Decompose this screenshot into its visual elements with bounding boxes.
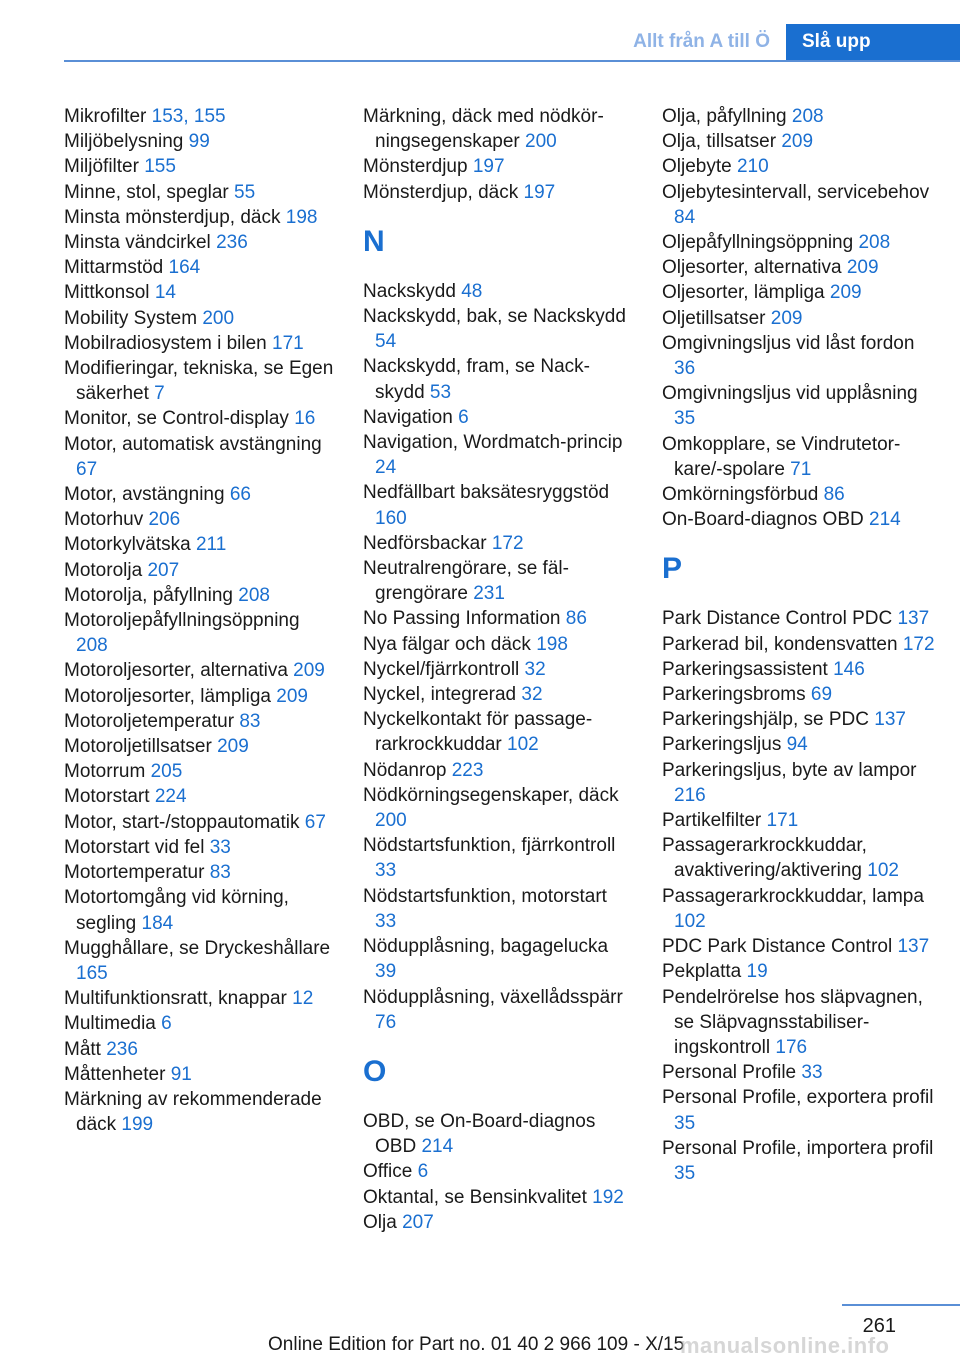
- index-entry: [363, 657, 628, 682]
- index-entry: [363, 833, 628, 883]
- index-column-1: [64, 104, 334, 1137]
- page-link[interactable]: 19: [746, 961, 768, 983]
- entry-term: Modifieringar, tekniska, se Egen säkerhet: [64, 358, 334, 405]
- page-link[interactable]: 216: [674, 784, 706, 806]
- entry-term: Mittkonsol: [64, 282, 150, 304]
- page-link[interactable]: 209: [217, 736, 249, 758]
- index-entry: [64, 432, 334, 482]
- page-link[interactable]: 210: [736, 156, 769, 178]
- entry-term: Omkopplare, se Vindrutetorkare/-spolare: [662, 433, 901, 480]
- index-entry: [363, 531, 628, 556]
- entry-term: Partikelfilter: [662, 810, 762, 832]
- page-link[interactable]: 153, 155: [151, 106, 226, 127]
- page-link[interactable]: 67: [304, 811, 326, 833]
- index-entry: [662, 959, 937, 984]
- entry-term: Nedförsbackar: [363, 532, 487, 554]
- entry-term: Navigation: [363, 406, 453, 428]
- page-link[interactable]: 224: [154, 786, 187, 808]
- index-entry: [64, 885, 334, 935]
- page-link[interactable]: 66: [229, 484, 251, 506]
- index-entry: [363, 430, 628, 480]
- entry-term: Nyckelkontakt för passagerarkrockkuddar: [363, 709, 593, 756]
- page-link[interactable]: 35: [674, 1112, 696, 1134]
- entry-term: Nyckel, integrerad: [363, 684, 517, 706]
- page-link[interactable]: 32: [521, 684, 543, 706]
- entry-term: Motortemperatur: [64, 862, 205, 884]
- index-entry: [64, 1037, 334, 1062]
- page-link[interactable]: 231: [473, 583, 505, 605]
- entry-term: Pekplatta: [662, 961, 742, 983]
- entry-term: Park Distance Control PDC: [662, 608, 893, 630]
- page-link[interactable]: 209: [293, 660, 325, 682]
- index-entry: [363, 1159, 628, 1184]
- index-entry: [64, 583, 334, 608]
- page-link[interactable]: 172: [902, 633, 935, 655]
- edition-text: Online Edition for Part no. 01 40 2 966 109 - X/15: [268, 1334, 685, 1355]
- index-entry: [64, 860, 334, 885]
- page-link[interactable]: 39: [375, 961, 397, 983]
- entry-term: Nackskydd, bak, se Nackskydd: [363, 306, 626, 328]
- page-link[interactable]: 33: [375, 910, 397, 932]
- header-nav: [617, 24, 960, 60]
- index-entry: [64, 684, 334, 709]
- page-link[interactable]: 53: [429, 381, 452, 403]
- index-entry: [64, 532, 334, 557]
- page-link[interactable]: 35: [674, 408, 696, 430]
- page-link[interactable]: 208: [238, 584, 270, 606]
- page-link[interactable]: 12: [292, 988, 314, 1010]
- index-entry: [662, 985, 937, 1061]
- entry-term: Mugghållare, se Dryckeshållare: [64, 937, 331, 959]
- index-entry: [363, 934, 628, 984]
- index-entry: [64, 406, 334, 431]
- page-link[interactable]: 94: [786, 734, 808, 756]
- index-entry: [662, 682, 937, 707]
- index-entry: [662, 432, 937, 482]
- index-entry: [662, 230, 937, 255]
- section-letter: O: [363, 1054, 387, 1088]
- page-link[interactable]: 155: [144, 156, 176, 178]
- entry-term: Nödupplåsning, bagagelucka: [363, 936, 609, 958]
- index-entry: [64, 810, 334, 835]
- page-link[interactable]: 209: [781, 131, 814, 153]
- index-entry: [363, 1109, 628, 1159]
- entry-term: Multimedia: [64, 1013, 156, 1035]
- page-link[interactable]: 102: [867, 860, 899, 882]
- index-entry: [662, 1085, 937, 1135]
- index-entry: [64, 709, 334, 734]
- index-entry: [64, 734, 334, 759]
- index-entry: [64, 205, 334, 230]
- index-entry: [662, 180, 937, 230]
- index-entry: [64, 331, 334, 356]
- entry-term: Olja, påfyllning: [662, 106, 787, 127]
- index-columns: [64, 104, 944, 1264]
- index-entry: [662, 129, 937, 154]
- index-entry: [363, 480, 628, 530]
- index-entry: [64, 784, 334, 809]
- index-entry: [662, 1060, 937, 1085]
- index-entry: [662, 482, 937, 507]
- entry-term: Office: [363, 1161, 413, 1183]
- entry-term: Minsta vändcirkel: [64, 232, 211, 254]
- entry-term: Motorstart: [64, 786, 150, 808]
- index-entry: [662, 707, 937, 732]
- index-entry: [363, 884, 628, 934]
- index-entry: [662, 657, 937, 682]
- index-entry: [662, 934, 937, 959]
- lookup-tab[interactable]: Slå upp: [786, 24, 960, 60]
- page-link[interactable]: 176: [775, 1036, 808, 1058]
- page-link[interactable]: 137: [897, 608, 930, 630]
- entry-term: No Passing Information: [363, 608, 561, 630]
- index-entry: [363, 1185, 628, 1210]
- entry-term: Motorstart vid fel: [64, 836, 205, 858]
- page-link[interactable]: 208: [76, 635, 108, 657]
- page-link[interactable]: 197: [523, 181, 556, 203]
- page-link[interactable]: 165: [76, 962, 108, 984]
- entry-term: Passagerarkrockkuddar, avaktivering/aktivering: [662, 835, 867, 882]
- page-link[interactable]: 24: [375, 457, 397, 479]
- index-entry: [64, 356, 334, 406]
- entry-term: Minsta mönsterdjup, däck: [64, 206, 281, 228]
- entry-term: Passagerarkrockkuddar, lampa: [662, 885, 924, 907]
- index-entry: [662, 808, 937, 833]
- page-link[interactable]: 6: [458, 406, 469, 428]
- page-link[interactable]: 7: [154, 383, 165, 405]
- index-entry: [363, 154, 628, 179]
- index-entry: [363, 632, 628, 657]
- entry-term: Olja, tillsatser: [662, 131, 777, 153]
- entry-term: Parkeringsassistent: [662, 658, 828, 680]
- index-entry: [64, 1087, 334, 1137]
- page-link[interactable]: 172: [491, 532, 524, 554]
- index-entry: [662, 280, 937, 305]
- entry-term: Mönsterdjup, däck: [363, 181, 519, 203]
- entry-term: Nödupplåsning, växellådsspärr: [363, 986, 623, 1008]
- entry-term: Mönsterdjup: [363, 156, 468, 178]
- index-entry: [363, 1210, 628, 1235]
- index-entry: [662, 884, 937, 934]
- index-entry: [363, 682, 628, 707]
- entry-term: Personal Profile: [662, 1062, 797, 1084]
- page-number: 261: [862, 1315, 896, 1337]
- page-link[interactable]: 137: [874, 709, 906, 731]
- entry-term: Motoroljesorter, alternativa: [64, 660, 288, 682]
- index-entry: [64, 608, 334, 658]
- section-letter: N: [363, 224, 385, 258]
- page-link[interactable]: 164: [168, 257, 201, 279]
- page-link[interactable]: 209: [846, 257, 879, 279]
- page-link[interactable]: 214: [869, 509, 901, 531]
- entry-term: Minne, stol, speglar: [64, 181, 229, 203]
- index-entry: [64, 104, 334, 129]
- page-link[interactable]: 83: [239, 710, 261, 732]
- index-entry: [64, 482, 334, 507]
- page-link[interactable]: 214: [421, 1136, 454, 1158]
- page-link[interactable]: 76: [375, 1011, 397, 1033]
- index-column-2: [363, 104, 628, 1235]
- index-entry: [662, 833, 937, 883]
- page-link[interactable]: 199: [121, 1114, 154, 1136]
- page-link[interactable]: 209: [276, 685, 308, 707]
- page-link[interactable]: 33: [801, 1062, 823, 1084]
- entry-term: Nödkörningsegenskaper, däck: [363, 784, 619, 806]
- page-link[interactable]: 32: [524, 658, 546, 680]
- index-entry: [64, 658, 334, 683]
- page-link[interactable]: 207: [402, 1211, 434, 1233]
- index-entry: [662, 255, 937, 280]
- entry-term: Motoroljepåfyllningsöppning: [64, 610, 300, 632]
- index-entry: [64, 306, 334, 331]
- page-link[interactable]: 6: [417, 1161, 429, 1183]
- page-link[interactable]: 184: [141, 912, 174, 934]
- entry-term: Miljöbelysning: [64, 131, 184, 153]
- entry-term: Multifunktionsratt, knappar: [64, 988, 287, 1010]
- index-entry: [64, 1011, 334, 1036]
- page-link[interactable]: 137: [897, 936, 930, 958]
- page-link[interactable]: 207: [147, 559, 180, 581]
- entry-term: Motor, avstängning: [64, 484, 225, 506]
- entry-term: Motorolja: [64, 559, 143, 581]
- page-link[interactable]: 48: [461, 280, 483, 302]
- index-entry: [363, 405, 628, 430]
- entry-term: Pendelrörelse hos släpvagnen, se Släpvagnsstabiliseringskontroll: [662, 986, 923, 1058]
- page-link[interactable]: 171: [272, 332, 304, 354]
- page-link[interactable]: 102: [674, 910, 706, 932]
- index-entry: [662, 758, 937, 808]
- entry-term: On-Board-diagnos OBD: [662, 509, 864, 531]
- entry-term: Motoroljesorter, lämpliga: [64, 685, 271, 707]
- entry-term: Motorkylvätska: [64, 534, 191, 556]
- entry-term: Parkeringsbroms: [662, 684, 806, 706]
- index-entry: [64, 986, 334, 1011]
- entry-term: Nödanrop: [363, 759, 447, 781]
- entry-term: Nya fälgar och däck: [363, 633, 531, 655]
- entry-term: Oljepåfyllningsöppning: [662, 232, 854, 254]
- entry-term: Nödstartsfunktion, motorstart: [363, 885, 607, 907]
- page-link[interactable]: 36: [674, 358, 696, 380]
- entry-term: Omkörningsförbud: [662, 484, 819, 506]
- entry-term: Parkerad bil, kondensvatten: [662, 633, 898, 655]
- page-link[interactable]: 208: [791, 106, 824, 127]
- index-entry: [64, 936, 334, 986]
- entry-term: Oljesorter, lämpliga: [662, 282, 825, 304]
- page-link[interactable]: 209: [770, 307, 803, 329]
- index-entry: [64, 835, 334, 860]
- index-entry: [363, 304, 628, 354]
- entry-term: Oktantal, se Bensinkvalitet: [363, 1186, 587, 1208]
- entry-term: Nackskydd, fram, se Nackskydd: [363, 356, 590, 403]
- index-entry: [662, 154, 937, 179]
- index-entry: [64, 507, 334, 532]
- entry-term: Mobility System: [64, 307, 198, 329]
- index-entry: [64, 558, 334, 583]
- page-link[interactable]: 71: [790, 458, 812, 480]
- page-link[interactable]: 223: [451, 759, 484, 781]
- entry-term: Märkning av rekommenderade däck: [64, 1088, 322, 1136]
- index-entry: [64, 129, 334, 154]
- index-entry: [662, 381, 937, 431]
- index-entry: [363, 104, 628, 154]
- page-link[interactable]: 171: [766, 810, 799, 832]
- entry-term: Mått: [64, 1038, 101, 1060]
- entry-term: Motorrum: [64, 761, 146, 783]
- index-entry: [64, 180, 334, 205]
- page-link[interactable]: 200: [202, 307, 235, 329]
- entry-term: Navigation, Wordmatch-princip: [363, 432, 623, 454]
- page-link[interactable]: 160: [375, 507, 407, 529]
- index-entry: [64, 230, 334, 255]
- page-link[interactable]: 86: [565, 608, 587, 630]
- entry-term: Monitor, se Control-display: [64, 408, 289, 430]
- page-link[interactable]: 200: [525, 131, 557, 153]
- index-entry: [64, 154, 334, 179]
- page-link[interactable]: 146: [833, 658, 865, 680]
- entry-term: Nackskydd: [363, 280, 456, 302]
- entry-term: Omgivningsljus vid låst fordon: [662, 332, 915, 354]
- entry-term: Märkning, däck med nödkörningsegenskaper: [363, 106, 604, 153]
- watermark: manualsonline.info: [680, 1333, 890, 1358]
- page-link[interactable]: 236: [216, 232, 248, 254]
- page-link[interactable]: 55: [234, 181, 256, 203]
- entry-term: Olja: [363, 1211, 397, 1233]
- entry-term: Motoroljetillsatser: [64, 736, 212, 758]
- entry-term: Miljöfilter: [64, 156, 139, 178]
- index-entry: [64, 1062, 334, 1087]
- index-entry: [363, 279, 628, 304]
- entry-term: Motortomgång vid körning, segling: [64, 887, 289, 934]
- page-link[interactable]: 102: [507, 734, 539, 756]
- page-link[interactable]: 16: [294, 408, 316, 430]
- entry-term: PDC Park Distance Control: [662, 936, 893, 958]
- entry-term: Oljebyte: [662, 156, 732, 178]
- page-link[interactable]: 33: [209, 836, 231, 858]
- entry-term: Motorhuv: [64, 509, 144, 531]
- page-link[interactable]: 6: [161, 1013, 172, 1035]
- index-entry: [662, 1136, 937, 1186]
- entry-term: Personal Profile, importera profil: [662, 1137, 934, 1159]
- page-link[interactable]: 208: [858, 232, 891, 254]
- entry-term: Mobilradiosystem i bilen: [64, 332, 267, 354]
- index-entry: [64, 255, 334, 280]
- entry-term: Oljesorter, alternativa: [662, 257, 842, 279]
- page-link[interactable]: 14: [154, 282, 176, 304]
- index-entry: [363, 707, 628, 757]
- entry-term: Oljebytesintervall, servicebehov: [662, 181, 930, 203]
- entry-term: Nödstartsfunktion, fjärrkontroll: [363, 835, 616, 857]
- entry-term: Parkeringshjälp, se PDC: [662, 709, 869, 731]
- entry-term: Motor, start-/stoppautomatik: [64, 811, 300, 833]
- entry-term: Personal Profile, exportera profil: [662, 1087, 934, 1109]
- index-entry: [662, 306, 937, 331]
- page-link[interactable]: 99: [188, 131, 210, 153]
- index-entry: [662, 732, 937, 757]
- index-entry: [662, 104, 937, 129]
- page-header: [0, 0, 960, 62]
- index-entry: [662, 606, 937, 631]
- entry-term: Motor, automatisk avstängning: [64, 433, 322, 455]
- page-link[interactable]: 206: [148, 509, 181, 531]
- index-entry: [363, 354, 628, 404]
- entry-term: Omgivningsljus vid upplåsning: [662, 383, 918, 405]
- index-entry: [363, 556, 628, 606]
- page-link[interactable]: 198: [285, 206, 318, 228]
- index-entry: [363, 985, 628, 1035]
- page-link[interactable]: 197: [472, 156, 505, 178]
- entry-term: Mittarmstöd: [64, 257, 164, 279]
- page-link[interactable]: 192: [592, 1186, 624, 1208]
- index-entry: [64, 759, 334, 784]
- index-entry: [363, 758, 628, 783]
- header-divider: [64, 60, 960, 62]
- page-link[interactable]: 83: [209, 862, 231, 884]
- index-entry: [363, 783, 628, 833]
- page-link[interactable]: 67: [76, 458, 98, 480]
- page-link[interactable]: 54: [375, 331, 397, 353]
- page-link[interactable]: 33: [375, 860, 397, 882]
- entry-term: Neutralrengörare, se fälgrengörare: [363, 558, 569, 605]
- entry-term: Nyckel/fjärrkontroll: [363, 658, 520, 680]
- index-entry: [662, 507, 937, 532]
- section-tab[interactable]: Allt från A till Ö: [633, 31, 770, 52]
- page-link[interactable]: 91: [170, 1063, 192, 1085]
- page-link[interactable]: 209: [829, 282, 862, 304]
- page-link[interactable]: 35: [674, 1162, 696, 1184]
- index-column-3: [662, 104, 937, 1186]
- index-entry: [662, 331, 937, 381]
- page-link[interactable]: 236: [106, 1038, 138, 1060]
- index-entry: [662, 632, 937, 657]
- page-link[interactable]: 84: [674, 206, 696, 228]
- entry-term: Motorolja, påfyllning: [64, 584, 233, 606]
- index-entry: [363, 180, 628, 205]
- entry-term: Parkeringsljus, byte av lampor: [662, 759, 917, 781]
- entry-term: Mikrofilter: [64, 106, 147, 127]
- entry-term: Oljetillsatser: [662, 307, 766, 329]
- entry-term: Nedfällbart baksätesryggstöd: [363, 482, 610, 504]
- entry-term: Motoroljetemperatur: [64, 710, 235, 732]
- entry-term: Måttenheter: [64, 1063, 166, 1085]
- page-link[interactable]: 86: [823, 484, 845, 506]
- footer-divider: [842, 1304, 960, 1306]
- entry-term: Parkeringsljus: [662, 734, 782, 756]
- page-link[interactable]: 205: [150, 761, 183, 783]
- entry-term: OBD, se On-Board-diagnos OBD: [363, 1110, 596, 1158]
- section-letter: P: [662, 552, 683, 586]
- index-entry: [64, 280, 334, 305]
- page-link[interactable]: 198: [536, 633, 568, 655]
- index-entry: [363, 606, 628, 631]
- page-link[interactable]: 69: [810, 684, 833, 706]
- page-link[interactable]: 211: [195, 534, 227, 556]
- page-link[interactable]: 200: [375, 810, 407, 832]
